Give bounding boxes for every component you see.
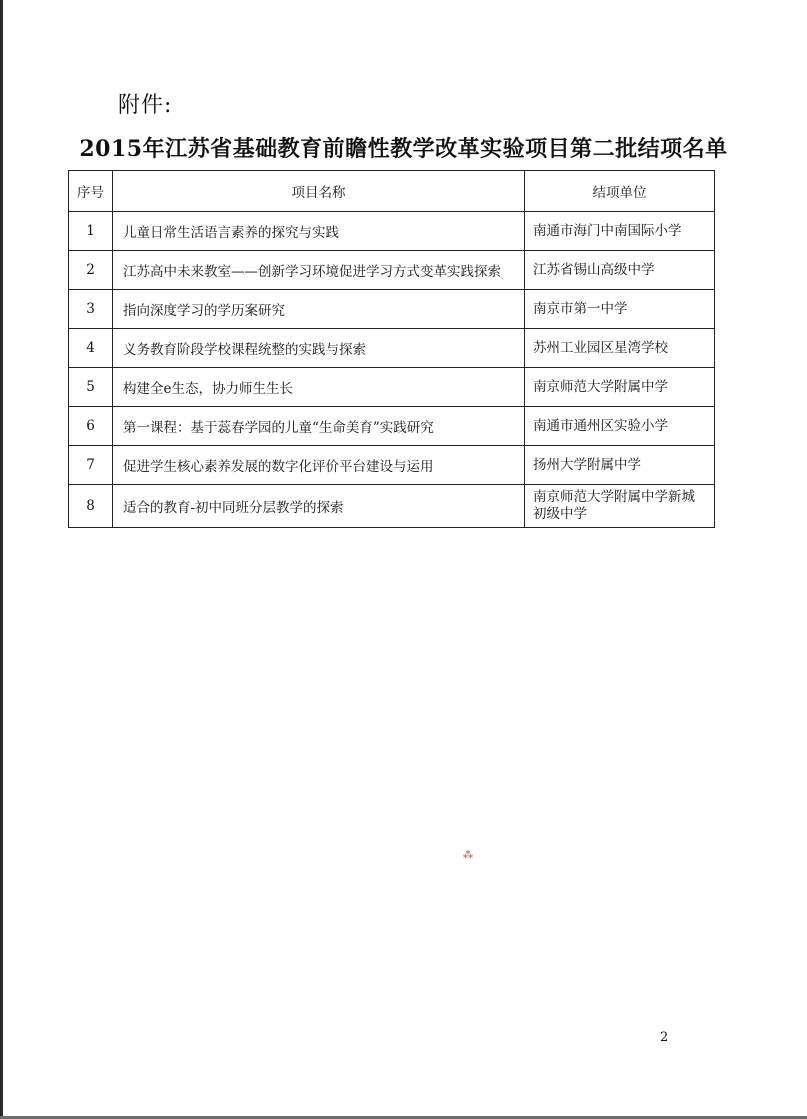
table-row xyxy=(69,485,715,528)
table-row xyxy=(69,251,715,290)
table-row xyxy=(69,212,715,251)
scan-speck: ⁂ xyxy=(463,850,473,861)
row-no: 7 xyxy=(69,446,113,485)
table-row xyxy=(69,290,715,329)
header-name: 项目名称 xyxy=(113,171,525,212)
projects-table xyxy=(68,170,715,528)
row-no: 4 xyxy=(69,329,113,368)
row-unit: 南通市海门中南国际小学 xyxy=(525,212,715,251)
row-unit: 南通市通州区实验小学 xyxy=(525,407,715,446)
row-no: 8 xyxy=(69,485,113,528)
row-project-name: 义务教育阶段学校课程统整的实践与探索 xyxy=(113,329,525,368)
table-row xyxy=(69,446,715,485)
row-no: 6 xyxy=(69,407,113,446)
row-unit: 扬州大学附属中学 xyxy=(525,446,715,485)
header-no: 序号 xyxy=(69,171,113,212)
row-unit: 苏州工业园区星湾学校 xyxy=(525,329,715,368)
row-project-name: 江苏高中未来教室——创新学习环境促进学习方式变革实践探索 xyxy=(113,251,525,290)
table-row xyxy=(69,329,715,368)
row-no: 5 xyxy=(69,368,113,407)
row-unit: 南京师范大学附属中学 xyxy=(525,368,715,407)
row-project-name: 指向深度学习的学历案研究 xyxy=(113,290,525,329)
row-project-name: 促进学生核心素养发展的数字化评价平台建设与运用 xyxy=(113,446,525,485)
row-project-name: 第一课程：基于蕊春学园的儿童“生命美育”实践研究 xyxy=(113,407,525,446)
row-no: 2 xyxy=(69,251,113,290)
row-project-name: 适合的教育-初中同班分层教学的探索 xyxy=(113,485,525,528)
page-number: 2 xyxy=(660,1030,669,1045)
row-no: 1 xyxy=(69,212,113,251)
table-row xyxy=(69,407,715,446)
row-unit: 南京市第一中学 xyxy=(525,290,715,329)
row-no: 3 xyxy=(69,290,113,329)
row-unit: 江苏省锡山高级中学 xyxy=(525,251,715,290)
attachment-label: 附件: xyxy=(118,93,173,118)
header-unit: 结项单位 xyxy=(525,171,715,212)
row-unit: 南京师范大学附属中学新城初级中学 xyxy=(525,485,715,528)
document-title: 2015年江苏省基础教育前瞻性教学改革实验项目第二批结项名单 xyxy=(79,136,728,162)
table-header-row xyxy=(69,171,715,212)
row-project-name: 儿童日常生活语言素养的探究与实践 xyxy=(113,212,525,251)
scan-left-edge xyxy=(0,0,3,1119)
row-project-name: 构建全e生态，协力师生生长 xyxy=(113,368,525,407)
table-row xyxy=(69,368,715,407)
